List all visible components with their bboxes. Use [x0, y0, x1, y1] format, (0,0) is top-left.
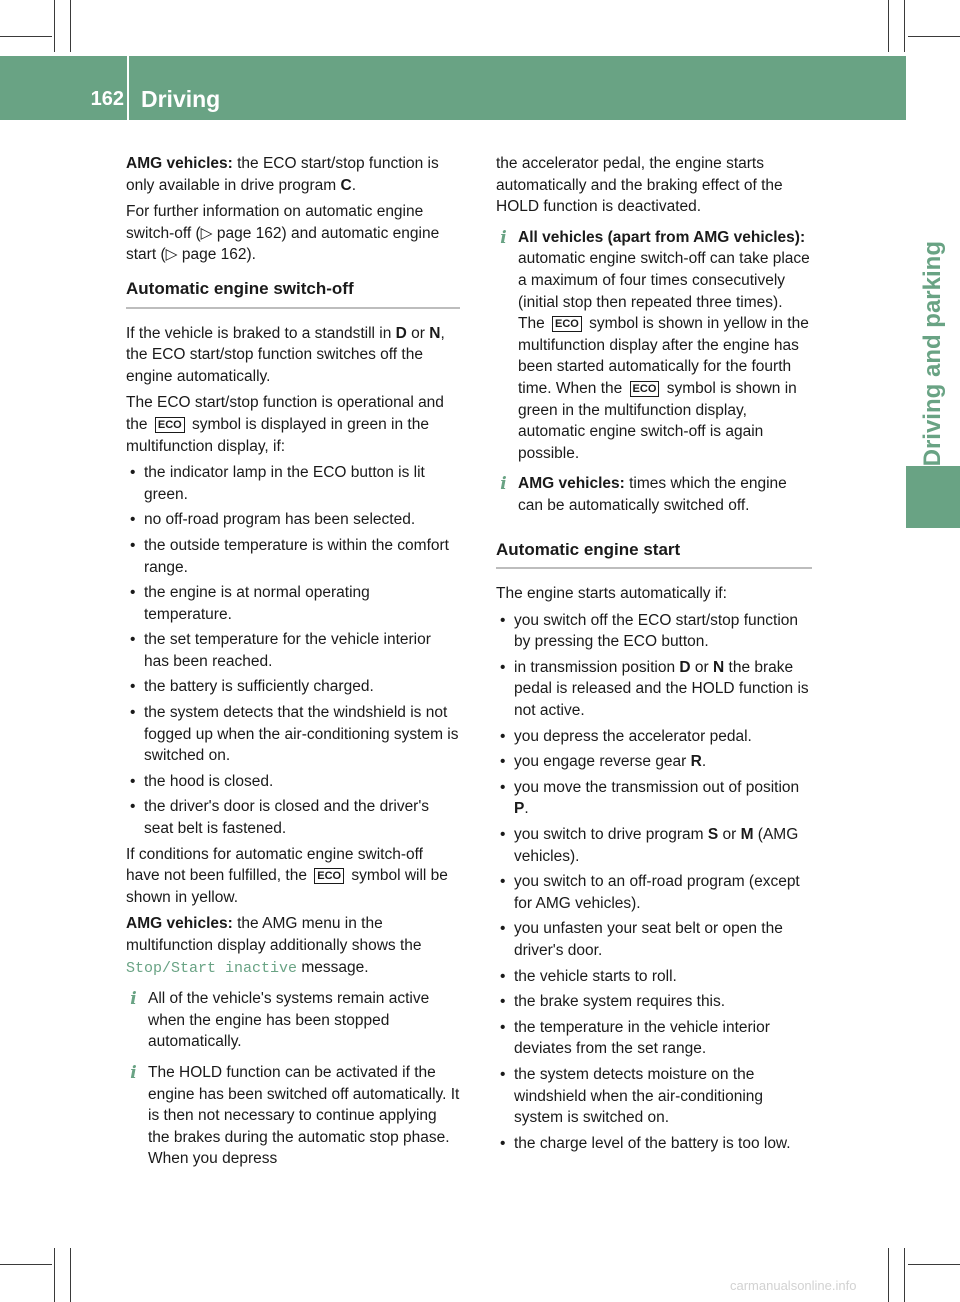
paragraph: the accelerator pedal, the engine starts automatically and the braking effect of the HOLD function is deactivated. — [496, 155, 783, 216]
list-item: • the system detects moisture on the windshield when the air-conditioning system is switched on. — [500, 1065, 764, 1127]
crop-mark — [908, 1264, 960, 1265]
crop-mark — [0, 1264, 52, 1265]
crop-mark — [54, 1248, 55, 1302]
list-item: • the driver's door is closed and the driver's seat belt is fastened. — [130, 798, 430, 838]
eco-symbol-icon: ECO — [155, 417, 185, 433]
crop-mark — [904, 1248, 905, 1302]
info-note: i The HOLD function can be activated if the engine has been switched off automatically. It is then not necessary to continue applying the brakes during the automatic stop phase. When you depress — [126, 1062, 460, 1170]
info-note: i AMG vehicles: times which the engine can be automatically switched off. — [496, 473, 812, 516]
paragraph: The engine starts automatically if: — [496, 585, 727, 603]
chapter-tab-label: Driving and parking — [919, 240, 946, 466]
watermark: carmanualsonline.info — [730, 1278, 857, 1293]
chapter-tab — [906, 120, 960, 466]
right-column — [496, 153, 812, 1158]
list-item: • the engine is at normal operating temperature. — [130, 584, 370, 623]
list-item: • you switch to an off-road program (except for AMG vehicles). — [500, 873, 800, 912]
info-icon: i — [130, 989, 137, 1010]
info-icon: i — [130, 1062, 137, 1083]
list-item: • the vehicle starts to roll. — [500, 967, 677, 985]
paragraph: AMG vehicles: the ECO start/stop function is only available in drive program C. — [126, 155, 439, 194]
info-icon: i — [500, 474, 507, 495]
list-item: • the outside temperature is within the comfort range. — [130, 536, 449, 576]
list-item: • you engage reverse gear R. — [500, 753, 707, 771]
crop-mark — [54, 0, 55, 52]
eco-symbol-icon: ECO — [630, 381, 660, 397]
list-item: • you depress the accelerator pedal. — [500, 727, 752, 745]
list-item: • the battery is sufficiently charged. — [130, 678, 374, 696]
header-bar — [0, 56, 906, 120]
display-message: Stop/Start inactive — [126, 959, 298, 977]
list-item: • the indicator lamp in the ECO button is lit green. — [130, 464, 425, 503]
header-divider — [127, 56, 129, 120]
chapter-marker-block — [906, 466, 960, 528]
crop-mark — [888, 1248, 889, 1302]
list-item: • the set temperature for the vehicle interior has been reached. — [130, 631, 431, 670]
list-item: • no off-road program has been selected. — [130, 511, 416, 529]
crop-mark — [888, 0, 889, 52]
list-item: • the system detects that the windshield is not fogged up when the air-conditioning system is switched on. — [130, 704, 459, 765]
list-item: • you move the transmission out of position P. — [500, 778, 800, 818]
page-ref-arrow-icon: ▷ — [200, 224, 213, 242]
list-item: • you unfasten your seat belt or open the driver's door. — [500, 920, 783, 959]
page-ref-arrow-icon: ▷ — [165, 246, 178, 264]
list-item: • you switch to drive program S or M (AMG vehicles). — [500, 826, 799, 865]
list-item: • in transmission position D or N the brake pedal is released and the HOLD function is not active. — [500, 658, 809, 720]
list-item: • the temperature in the vehicle interior deviates from the set range. — [500, 1018, 770, 1058]
paragraph: For further information on automatic engine switch-off (▷ page 162) and automatic engine start (▷ page 162). — [126, 203, 440, 264]
crop-mark — [70, 0, 71, 52]
crop-mark — [904, 0, 905, 52]
eco-symbol-icon: ECO — [552, 316, 582, 332]
paragraph: If the vehicle is braked to a standstill in D or N, the ECO start/stop function switches off the engine automatically. — [126, 324, 445, 385]
left-column — [126, 153, 460, 1174]
info-note: i All vehicles (apart from AMG vehicles): automatic engine switch-off can take place a maximum of four times consecutively (initial stop then repeated three times). The ECO symbol is shown in yellow in the multifunction display after the engine has been started automatically for the fourth time. When the ECO symbol is shown in green in the multifunction display, automatic engine switch-off is again possible. — [496, 227, 812, 465]
crop-mark — [70, 1248, 71, 1302]
section-heading: Automatic engine start — [496, 539, 812, 570]
paragraph: If conditions for automatic engine switch-off have not been fulfilled, the ECO symbol will be shown in yellow. — [126, 845, 448, 906]
info-note: i All of the vehicle's systems remain active when the engine has been stopped automatically. — [126, 988, 460, 1053]
eco-symbol-icon: ECO — [314, 868, 344, 884]
list-item: • the hood is closed. — [130, 772, 274, 790]
info-icon: i — [500, 227, 507, 248]
crop-mark — [908, 36, 960, 37]
paragraph: AMG vehicles: the AMG menu in the multifunction display additionally shows the Stop/Start inactive message. — [126, 915, 422, 977]
page-number: 162 — [90, 88, 124, 110]
section-title: Driving — [141, 86, 221, 112]
list-item: • you switch off the ECO start/stop function by pressing the ECO button. — [500, 611, 799, 651]
paragraph: The ECO start/stop function is operational and the ECO symbol is displayed in green in the multifunction display, if: — [126, 394, 444, 455]
crop-mark — [0, 36, 52, 37]
list-item: • the brake system requires this. — [500, 993, 726, 1011]
section-heading: Automatic engine switch-off — [126, 278, 460, 309]
list-item: • the charge level of the battery is too low. — [500, 1134, 791, 1152]
